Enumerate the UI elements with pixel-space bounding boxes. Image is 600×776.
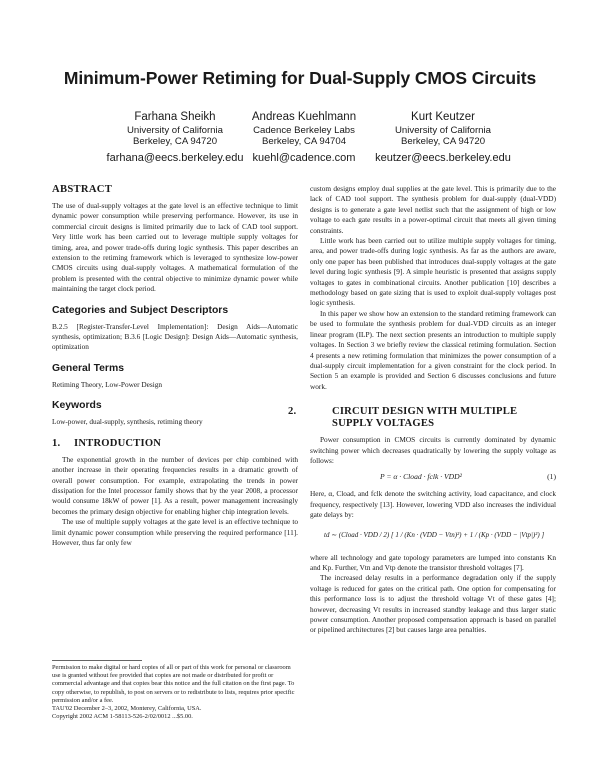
abstract-text: The use of dual-supply voltages at the gate level is an effective technique to limit dynamic power consumption while preserving performance. However, its use in commercial circuit designs is limited primarily due to lack of CAD tool support. Very little work has been carried out to leverage multiple supply voltages for timing, area, and power trade-offs during logic synthesis. This paper describes an extension to the retiming framework which is leveraged to synthesize low-power CMOS circuits using dual-supply voltages. A mathematical formulation of the problem is presented with the central objective to minimize dynamic power while maintaining the target clock period. (52, 201, 298, 294)
body-paragraph: Power consumption in CMOS circuits is currently dominated by dynamic switching power which decreases quadratically by lowering the supply voltage as follows: (310, 435, 556, 465)
author-block-3 (343, 110, 543, 166)
permission-text: Permission to make digital or hard copies of all or part of this work for personal or classroom use is granted without fee provided that copies are not made or distributed for profit or commercial advantage and that copies bear this notice and the full citation on the first page. To copy otherwise, to republish, to post on servers or to redistribute to lists, requires prior specific permission and/or a fee. (52, 664, 295, 704)
equation-2 (310, 525, 556, 547)
body-paragraph: The increased delay results in a performance degradation only if the supply voltage is reduced for gates on the critical path. One option for compensating for this performance loss is to adjust the threshold voltage Vt of these gates [4]; however, decreasing Vt results in increased standby leakage and thus larger static power consumption. Another proposed compensation approach is based on parallel or pipelined architectures [2] but causes large area penalties. (310, 573, 556, 635)
author-address: Berkeley, CA 94720 (132, 136, 218, 147)
footnote-rule (52, 660, 142, 661)
author-name: Farhana Sheikh (134, 111, 216, 123)
body-paragraph: custom designs employ dual supplies at the gate level. This is primarily due to the lack of CAD tool support. The synthesis problem for dual-supply (dual-VDD) designs is to generate a gate level netlist such that the assignment of high or low voltage to each gate results in a power-optimal circuit that meets all given timing constraints. (310, 184, 556, 235)
author-address: Berkeley, CA 94720 (400, 136, 486, 147)
author-name: Andreas Kuehlmann (251, 111, 357, 123)
intro-paragraph: The use of multiple supply voltages at the gate level is an effective technique to limit dynamic power consumption while preserving the required performance [11]. However, thus far only few (52, 517, 298, 547)
introduction-heading (52, 438, 298, 450)
section-number: 1. (52, 437, 61, 449)
author-affiliation: University of California (127, 125, 223, 136)
right-column (288, 184, 556, 636)
author-email: kuehl@cadence.com (252, 152, 356, 164)
general-terms-heading: General Terms (52, 362, 124, 374)
body-paragraph: Here, α, Cload, and fclk denote the switching activity, load capacitance, and clock frequency, respectively [13]. However, lowering VDD also increases the individual gate delays by: (310, 489, 556, 520)
keywords-heading: Keywords (52, 400, 102, 412)
equation-body: P = α · Cload · fclk · VDD² (380, 472, 462, 482)
abstract-heading: ABSTRACT (52, 184, 113, 195)
intro-paragraph: The exponential growth in the number of devices per chip combined with another increase in their operating frequencies results in a dramatic growth of overall power consumption. For example, extrapolating the trends in power dissipation for the Intel processor family shows that by the year 2008, a processor would consume 18kW of power [1]. As a result, power management increasingly becomes the primary design objective for enabling higher chip integration levels. (52, 454, 298, 516)
copyright-text: Copyright 2002 ACM 1-58113-526-2/02/0012 ...$5.00. (52, 713, 193, 721)
author-affiliation: Cadence Berkeley Labs (253, 125, 355, 136)
conference-text: TAU'02 December 2–3, 2002, Monterey, California, USA. (52, 705, 202, 713)
section-title: INTRODUCTION (74, 437, 162, 449)
author-email: farhana@eecs.berkeley.edu (106, 152, 244, 164)
categories-heading: Categories and Subject Descriptors (52, 304, 229, 316)
equation-number: (1) (547, 472, 556, 482)
section-title: CIRCUIT DESIGN WITH MULTIPLE SUPPLY VOLTAGES (332, 406, 518, 430)
paper-title: Minimum-Power Retiming for Dual-Supply CMOS Circuits (63, 68, 537, 88)
body-paragraph: Little work has been carried out to utilize multiple supply voltages for timing, area, and power trade-offs during logic synthesis. As far as the authors are aware, only one paper has been published that introduces dual-supply voltages at the gate level during logic synthesis [9]. A simple heuristic is presented that assigns supply voltages to gates in combinational circuits. Another publication [10] describes a methodology based on gate sizing that is used to exploit dual-supply voltages post logic synthesis. (310, 236, 556, 308)
keywords-text: Low-power, dual-supply, synthesis, retiming theory (52, 417, 203, 427)
section-number: 2. (288, 406, 297, 418)
left-column (52, 184, 298, 548)
author-email: keutzer@eecs.berkeley.edu (375, 152, 511, 164)
equation-body: td ∼ (Cload · VDD / 2) [ 1 / (Kn · (VDD − Vtn)²) + 1 / (Kp · (VDD − |Vtp|)²) ] (324, 530, 545, 539)
general-terms-text: Retiming Theory, Low-Power Design (52, 379, 163, 389)
copyright-footnote (52, 664, 298, 721)
author-name: Kurt Keutzer (411, 111, 475, 123)
categories-text: B.2.5 [Register-Transfer-Level Implementation]: Design Aids—Automatic synthesis, optimization; B.3.6 [Logic Design]: Design Aids—Automatic synthesis, optimization (52, 321, 298, 352)
equation-1 (310, 471, 556, 483)
author-address: Berkeley, CA 94704 (261, 136, 347, 147)
author-affiliation: University of California (395, 125, 491, 136)
section-2-heading (288, 406, 556, 430)
body-paragraph: where all technology and gate topology parameters are lumped into constants Kn and Kp. Further, Vtn and Vtp denote the transistor threshold voltages [7]. (310, 552, 556, 572)
body-paragraph: In this paper we show how an extension to the standard retiming framework can be used to formulate the synthesis problem for dual-VDD circuits as an integer linear program (ILP). The next section presents an introduction to multiple supply voltages. In Section 3 we briefly review the classical retiming formulation. Section 4 presents a new retiming formulation that minimizes the power consumption of a dual-supply circuit implementation for a given constraint for the clock period. In Section 5 an example is provided and Section 6 discusses conclusions and future work. (310, 308, 556, 391)
